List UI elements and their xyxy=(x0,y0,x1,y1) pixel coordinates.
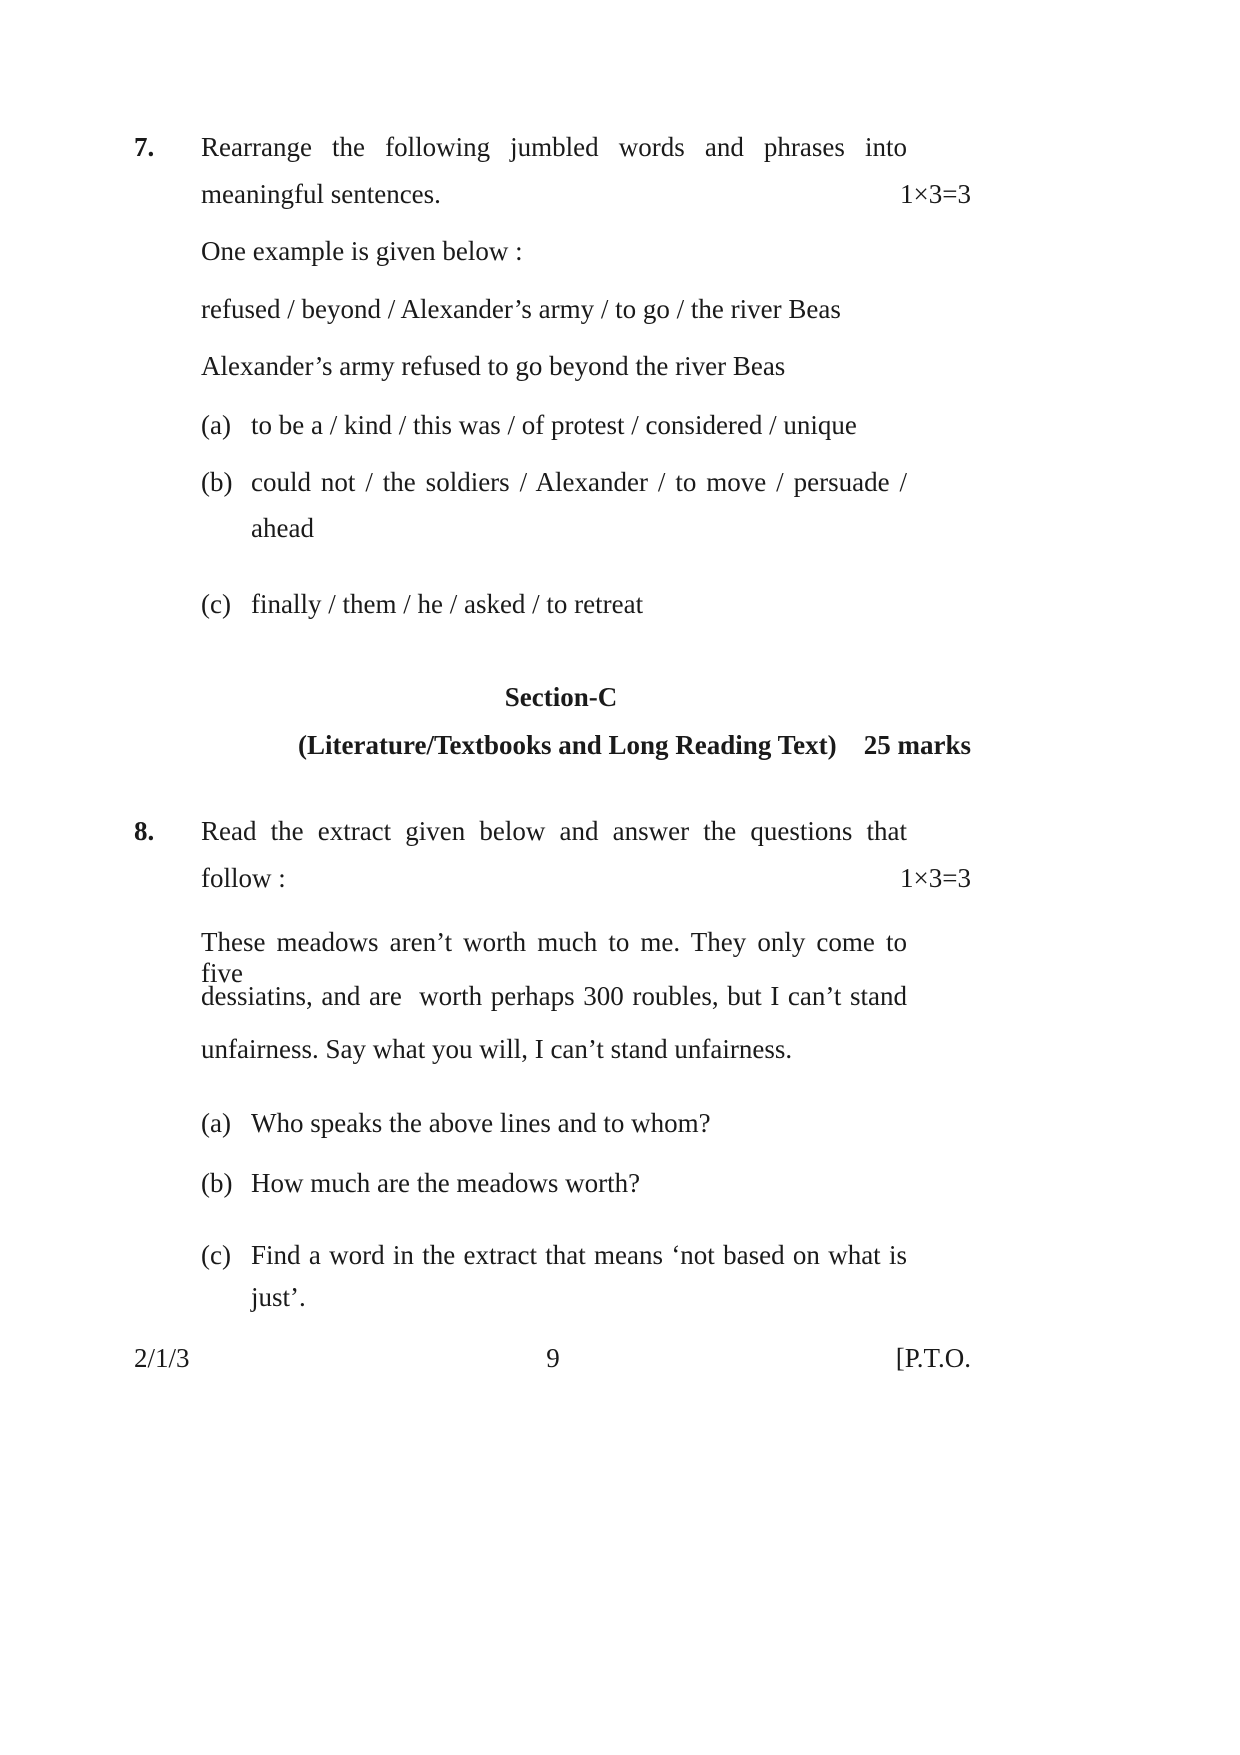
extract-line1: These meadows aren’t worth much to me. They only come to five xyxy=(201,927,907,988)
q8-item-b-label: (b) xyxy=(201,1168,233,1198)
footer-pto: [P.T.O. xyxy=(895,1343,971,1373)
footer-page-number: 9 xyxy=(546,1343,560,1373)
section-c-subtitle: (Literature/Textbooks and Long Reading Text) xyxy=(298,730,837,760)
q7-item-c-text: finally / them / he / asked / to retreat xyxy=(251,589,644,619)
question-8-number: 8. xyxy=(134,816,155,846)
question-7-number: 7. xyxy=(134,132,155,162)
q7-item-b-text-line2: ahead xyxy=(251,513,314,543)
q7-item-c-label: (c) xyxy=(201,589,231,619)
q8-item-a-text: Who speaks the above lines and to whom? xyxy=(251,1108,711,1138)
question-7-marks: 1×3=3 xyxy=(900,179,971,209)
question-8-text-line2: follow : xyxy=(201,863,286,893)
footer-paper-code: 2/1/3 xyxy=(134,1343,190,1373)
example-answer: Alexander’s army refused to go beyond the river Beas xyxy=(201,351,786,381)
q7-item-b-label: (b) xyxy=(201,467,233,497)
q7-item-b-text-line1: could not / the soldiers / Alexander / to move / persuade / xyxy=(251,467,907,497)
question-8-text-line1: Read the extract given below and answer the questions that xyxy=(201,816,907,846)
extract-line2: dessiatins, and are worth perhaps 300 roubles, but I can’t stand xyxy=(201,981,907,1011)
section-c-marks: 25 marks xyxy=(863,730,971,760)
question-7-text-line1: Rearrange the following jumbled words and phrases into xyxy=(201,132,907,162)
q8-item-b-text: How much are the meadows worth? xyxy=(251,1168,641,1198)
example-jumbled: refused / beyond / Alexander’s army / to go / the river Beas xyxy=(201,294,841,324)
section-c-title: Section-C xyxy=(504,682,618,712)
q8-item-c-text-line1: Find a word in the extract that means ‘not based on what is xyxy=(251,1240,907,1270)
extract-line3: unfairness. Say what you will, I can’t stand unfairness. xyxy=(201,1034,793,1064)
q8-item-c-text-line2: just’. xyxy=(251,1282,306,1312)
question-7-text-line2: meaningful sentences. xyxy=(201,179,441,209)
question-8-marks: 1×3=3 xyxy=(900,863,971,893)
q8-item-c-label: (c) xyxy=(201,1240,231,1270)
q7-item-a-label: (a) xyxy=(201,410,231,440)
example-intro: One example is given below : xyxy=(201,236,523,266)
q7-item-a-text: to be a / kind / this was / of protest / considered / unique xyxy=(251,410,857,440)
q8-item-a-label: (a) xyxy=(201,1108,231,1138)
